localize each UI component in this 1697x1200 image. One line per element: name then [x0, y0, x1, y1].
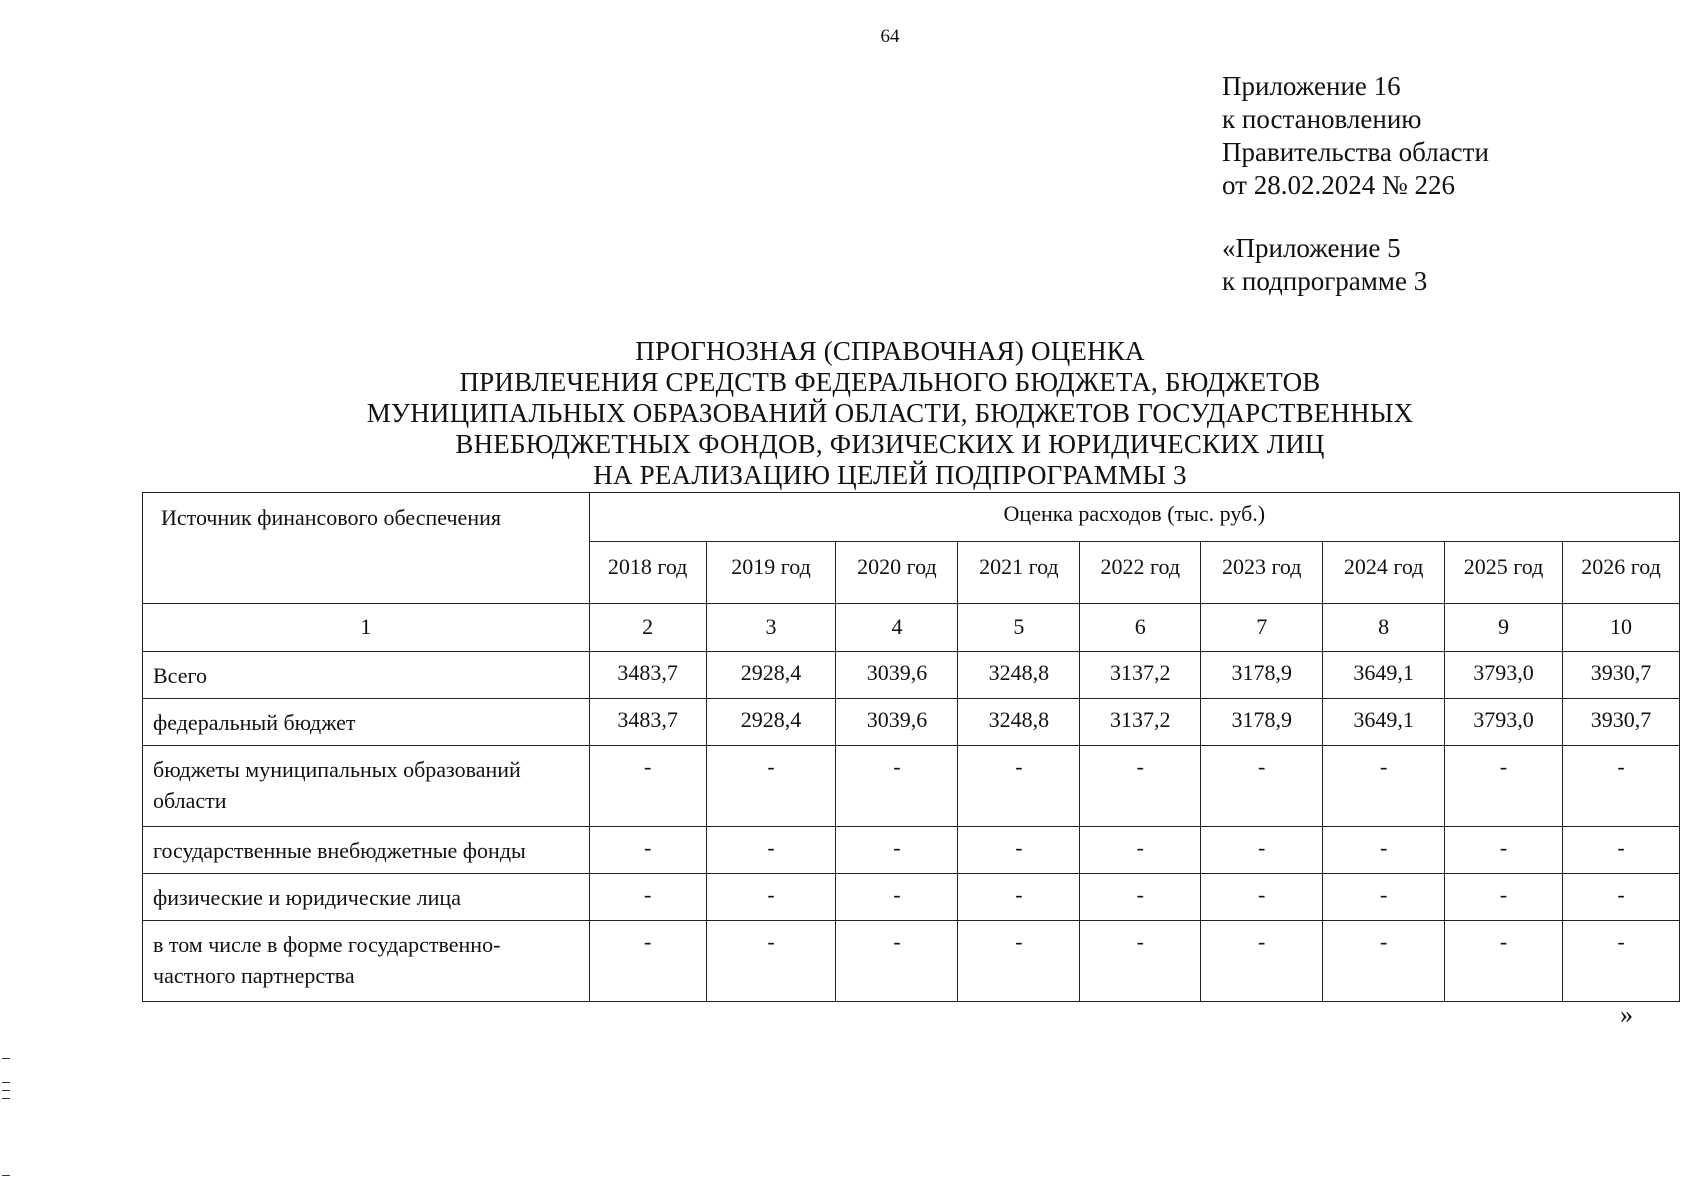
column-number: 5	[958, 604, 1080, 652]
value-cell: -	[1563, 827, 1680, 874]
appendix-line: Приложение 16	[1222, 71, 1401, 101]
column-number: 10	[1563, 604, 1680, 652]
value-cell: -	[1080, 921, 1201, 1002]
year-header: 2019 год	[706, 542, 836, 604]
value-cell: -	[1445, 874, 1563, 921]
source-cell: в том числе в форме государственно-частного партнерства	[143, 921, 590, 1002]
value-cell: 3178,9	[1201, 652, 1323, 699]
column-number: 1	[143, 604, 590, 652]
appendix-line: к подпрограмме 3	[1222, 266, 1428, 296]
appendix-line: Правительства области	[1222, 137, 1489, 167]
title-line: ВНЕБЮДЖЕТНЫХ ФОНДОВ, ФИЗИЧЕСКИХ И ЮРИДИЧЕСКИХ ЛИЦ	[455, 429, 1325, 459]
year-header: 2026 год	[1563, 542, 1680, 604]
value-cell: -	[1445, 921, 1563, 1002]
column-number: 2	[589, 604, 706, 652]
value-cell: -	[958, 827, 1080, 874]
table-row	[143, 874, 1680, 921]
value-cell: -	[958, 746, 1080, 827]
value-cell: -	[589, 874, 706, 921]
value-cell: -	[589, 921, 706, 1002]
margin-mark	[2, 1058, 10, 1059]
column-number: 8	[1323, 604, 1445, 652]
margin-mark	[2, 1090, 10, 1091]
column-numbers-row	[143, 604, 1680, 652]
spacer	[1222, 202, 1489, 232]
value-cell: -	[836, 746, 958, 827]
appendix-line: к постановлению	[1222, 104, 1422, 134]
year-header: 2018 год	[589, 542, 706, 604]
value-cell: 3039,6	[836, 652, 958, 699]
value-cell: -	[1445, 746, 1563, 827]
margin-mark	[2, 1082, 10, 1083]
year-header: 2023 год	[1201, 542, 1323, 604]
value-cell: 3930,7	[1563, 699, 1680, 746]
year-header: 2025 год	[1445, 542, 1563, 604]
document-title	[330, 336, 1450, 491]
value-cell: -	[1323, 746, 1445, 827]
value-cell: -	[1323, 921, 1445, 1002]
value-cell: 3793,0	[1445, 652, 1563, 699]
value-cell: 3039,6	[836, 699, 958, 746]
value-cell: -	[1201, 827, 1323, 874]
value-cell: -	[1445, 827, 1563, 874]
value-cell: 3137,2	[1080, 699, 1201, 746]
title-line: МУНИЦИПАЛЬНЫХ ОБРАЗОВАНИЙ ОБЛАСТИ, БЮДЖЕТОВ ГОСУДАРСТВЕННЫХ	[366, 398, 1414, 428]
column-number: 6	[1080, 604, 1201, 652]
title-line: ПРИВЛЕЧЕНИЯ СРЕДСТВ ФЕДЕРАЛЬНОГО БЮДЖЕТА, БЮДЖЕТОВ	[459, 367, 1321, 397]
value-cell: -	[706, 746, 836, 827]
table-body	[143, 652, 1680, 1002]
margin-mark	[2, 1098, 10, 1099]
value-cell: 2928,4	[706, 652, 836, 699]
value-cell: -	[958, 874, 1080, 921]
value-cell: 3793,0	[1445, 699, 1563, 746]
value-cell: -	[1201, 746, 1323, 827]
column-number: 7	[1201, 604, 1323, 652]
value-cell: -	[836, 827, 958, 874]
title-line: ПРОГНОЗНАЯ (СПРАВОЧНАЯ) ОЦЕНКА	[635, 336, 1145, 366]
value-cell: -	[836, 874, 958, 921]
source-cell: государственные внебюджетные фонды	[143, 827, 590, 874]
value-cell: 3137,2	[1080, 652, 1201, 699]
appendix-line: от 28.02.2024 № 226	[1222, 170, 1455, 200]
table-header-row	[143, 493, 1680, 542]
value-cell: 3178,9	[1201, 699, 1323, 746]
year-header: 2022 год	[1080, 542, 1201, 604]
value-cell: -	[1563, 746, 1680, 827]
value-cell: -	[706, 874, 836, 921]
value-cell: -	[1080, 827, 1201, 874]
source-cell: федеральный бюджет	[143, 699, 590, 746]
table-row	[143, 699, 1680, 746]
value-cell: -	[836, 921, 958, 1002]
value-cell: -	[1563, 921, 1680, 1002]
page-number: 64	[880, 26, 900, 47]
margin-mark	[2, 1175, 10, 1176]
financing-table	[142, 492, 1680, 1002]
appendix-line: «Приложение 5	[1222, 233, 1401, 263]
value-cell: -	[958, 921, 1080, 1002]
appendix-block	[1222, 70, 1489, 298]
value-cell: -	[1080, 746, 1201, 827]
value-cell: 3483,7	[589, 699, 706, 746]
value-cell: -	[706, 827, 836, 874]
title-line: НА РЕАЛИЗАЦИЮ ЦЕЛЕЙ ПОДПРОГРАММЫ 3	[593, 460, 1187, 490]
table-row	[143, 921, 1680, 1002]
value-cell: 2928,4	[706, 699, 836, 746]
value-cell: 3248,8	[958, 699, 1080, 746]
value-cell: -	[1080, 874, 1201, 921]
value-cell: -	[1323, 827, 1445, 874]
value-cell: 3649,1	[1323, 652, 1445, 699]
value-cell: -	[1563, 874, 1680, 921]
value-cell: 3930,7	[1563, 652, 1680, 699]
table-row	[143, 652, 1680, 699]
value-cell: 3483,7	[589, 652, 706, 699]
value-cell: -	[706, 921, 836, 1002]
year-header: 2021 год	[958, 542, 1080, 604]
estimate-header: Оценка расходов (тыс. руб.)	[589, 493, 1679, 542]
year-header: 2024 год	[1323, 542, 1445, 604]
value-cell: -	[1201, 921, 1323, 1002]
source-cell: бюджеты муниципальных образований области	[143, 746, 590, 827]
value-cell: 3649,1	[1323, 699, 1445, 746]
closing-quote: »	[1620, 1000, 1633, 1029]
column-number: 4	[836, 604, 958, 652]
value-cell: -	[1201, 874, 1323, 921]
table-row	[143, 746, 1680, 827]
source-cell: физические и юридические лица	[143, 874, 590, 921]
source-header: Источник финансового обеспечения	[143, 493, 590, 604]
value-cell: -	[589, 746, 706, 827]
value-cell: -	[589, 827, 706, 874]
source-cell: Всего	[143, 652, 590, 699]
column-number: 3	[706, 604, 836, 652]
column-number: 9	[1445, 604, 1563, 652]
value-cell: 3248,8	[958, 652, 1080, 699]
table-row	[143, 827, 1680, 874]
year-header: 2020 год	[836, 542, 958, 604]
value-cell: -	[1323, 874, 1445, 921]
